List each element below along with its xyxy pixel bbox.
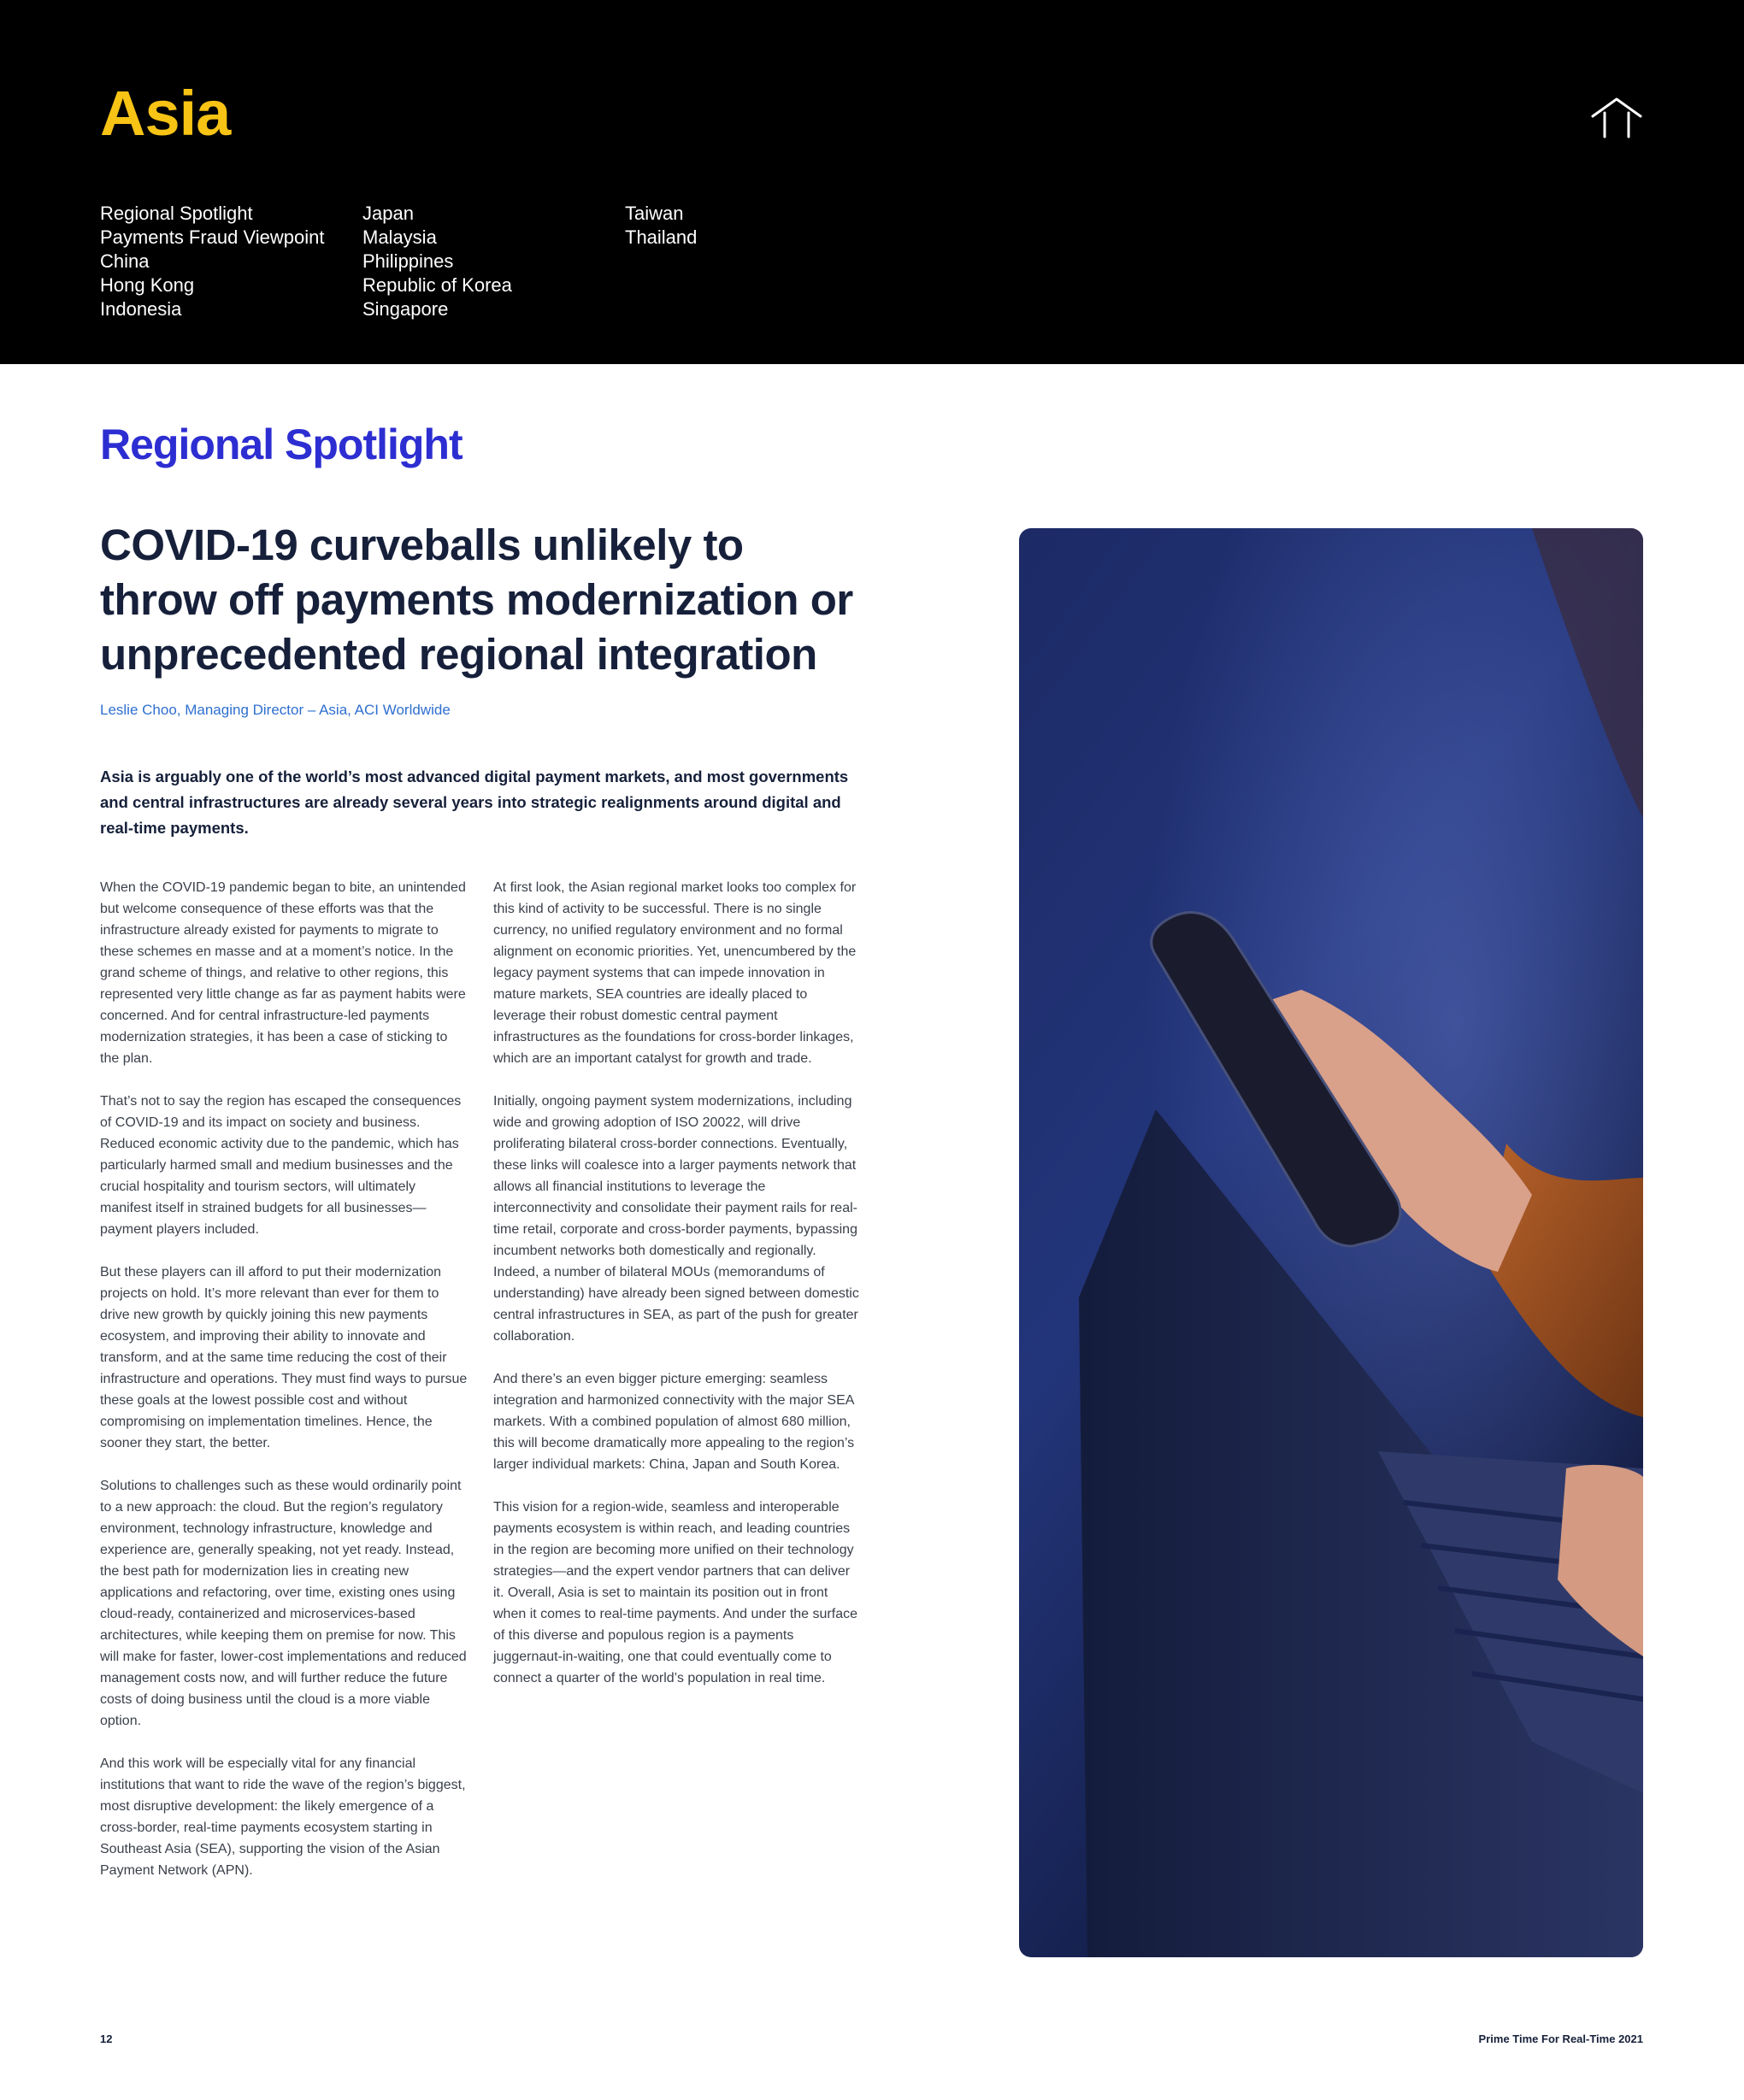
- nav-link-regional-spotlight[interactable]: Regional Spotlight: [100, 203, 253, 224]
- nav-column-1: [100, 202, 325, 321]
- nav-link-payments-fraud-viewpoint[interactable]: Payments Fraud Viewpoint: [100, 226, 325, 248]
- nav-column-3: [625, 202, 697, 250]
- paragraph: But these players can ill afford to put their modernization projects on hold. It’s more relevant than ever for them to drive new growth by quickly joining this new payments ecosystem, and improving their ability to innovate and transform, and at the same time reducing the cost of their infrastructure and operations. They must find ways to pursue these goals at the lowest possible cost and without compromising on implementation timelines. Hence, the sooner they start, the better.: [100, 1265, 468, 1450]
- paragraph: Solutions to challenges such as these would ordinarily point to a new approach: the cloud. But the region’s regulatory environment, technology infrastructure, knowledge and experience are, generally speaking, not yet ready. Instead, the best path for modernization lies in creating new applications and refactoring, over time, existing ones using cloud-ready, containerized and microservices-based architectures, while keeping them on premise for now. This will make for faster, lower-cost implementations and reduced management costs now, and will further reduce the future costs of doing business until the cloud is a more viable option.: [100, 1479, 467, 1728]
- nav-link-thailand[interactable]: Thailand: [625, 226, 698, 248]
- region-title: Asia: [100, 78, 231, 149]
- article-byline: Leslie Choo, Managing Director – Asia, ACI Worldwide: [100, 702, 451, 718]
- nav-link-japan[interactable]: Japan: [362, 203, 414, 224]
- hero-photo: [1019, 528, 1643, 1957]
- home-icon[interactable]: [1590, 96, 1643, 140]
- nav-link-hong-kong[interactable]: Hong Kong: [100, 274, 195, 296]
- article-column-2: [493, 877, 863, 1710]
- paragraph: This vision for a region-wide, seamless and interoperable payments ecosystem is within reach, and leading countries in the region are becoming more unified on their technology strategies—and the expert vendor partners that can deliver it. Overall, Asia is set to maintain its position out in front when it comes to real-time payments. And under the surface of this diverse and populous region is a payments juggernaut-in-waiting, one that could eventually come to connect a quarter of the world’s population in real time.: [493, 1500, 857, 1685]
- paragraph: At first look, the Asian regional market looks too complex for this kind of activity to be successful. There is no single currency, no unified regulatory environment and no formal alignment on economic priorities. Yet, unencumbered by the legacy payment systems that can impede innovation in mature markets, SEA countries are ideally placed to leverage their robust domestic central payment infrastructures as the foundations for cross-border linkages, which are an important catalyst for growth and trade.: [493, 880, 857, 1066]
- paragraph: When the COVID-19 pandemic began to bite, an unintended but welcome consequence of these efforts was that the infrastructure already existed for payments to migrate to these schemes en masse and at a moment’s notice. In the grand scheme of things, and relative to other regions, this represented very little change as far as payment habits were concerned. And for central infrastructure-led payments modernization strategies, it has been a case of sticking to the plan.: [100, 880, 466, 1066]
- paragraph: Initially, ongoing payment system modernizations, including wide and growing adoption of ISO 20022, will drive proliferating bilateral cross-border connections. Eventually, these links will coalesce into a larger payments network that allows all financial institutions to leverage the interconnectivity and consolidate their payment rails for real-time retail, corporate and cross-border payments, bypassing incumbent networks both domestically and regionally. Indeed, a number of bilateral MOUs (memorandums of understanding) have already been signed between domestic central infrastructures in SEA, as part of the push for greater collaboration.: [493, 1094, 859, 1344]
- paragraph: And this work will be especially vital for any financial institutions that want to ride the wave of the region’s biggest, most disruptive development: the likely emergence of a cross-border, real-time payments ecosystem starting in Southeast Asia (SEA), supporting the vision of the Asian Payment Network (APN).: [100, 1756, 466, 1878]
- phone-and-laptop-illustration: [1019, 528, 1643, 1957]
- publication-title: Prime Time For Real-Time 2021: [1478, 2032, 1643, 2045]
- article-headline: COVID-19 curveballs unlikely to throw off payments modernization or unprecedented regional integration: [100, 521, 853, 679]
- header-bar: [0, 0, 1744, 364]
- page-number: 12: [100, 2032, 113, 2045]
- nav-link-china[interactable]: China: [100, 250, 150, 272]
- nav-column-2: [362, 202, 512, 321]
- nav-link-republic-of-korea[interactable]: Republic of Korea: [362, 274, 512, 296]
- nav-link-philippines[interactable]: Philippines: [362, 250, 454, 272]
- nav-link-malaysia[interactable]: Malaysia: [362, 226, 437, 248]
- nav-link-singapore[interactable]: Singapore: [362, 298, 449, 320]
- section-title: Regional Spotlight: [100, 421, 463, 468]
- paragraph: And there’s an even bigger picture emerging: seamless integration and harmonized connectivity with the major SEA markets. With a combined population of almost 680 million, this will become dramatically more appealing to the region’s larger individual markets: China, Japan and South Korea.: [493, 1372, 855, 1472]
- nav-link-taiwan[interactable]: Taiwan: [625, 203, 684, 224]
- article-intro: Asia is arguably one of the world’s most advanced digital payment markets, and most governments and central infrastructures are already several years into strategic realignments around digital and real-time payments.: [100, 768, 849, 837]
- article-column-1: [100, 877, 469, 1903]
- paragraph: That’s not to say the region has escaped the consequences of COVID-19 and its impact on society and business. Reduced economic activity due to the pandemic, which has particularly harmed small and medium businesses and the crucial hospitality and tourism sectors, will ultimately manifest itself in strained budgets for all businesses—payment players included.: [100, 1094, 462, 1237]
- nav-link-indonesia[interactable]: Indonesia: [100, 298, 182, 320]
